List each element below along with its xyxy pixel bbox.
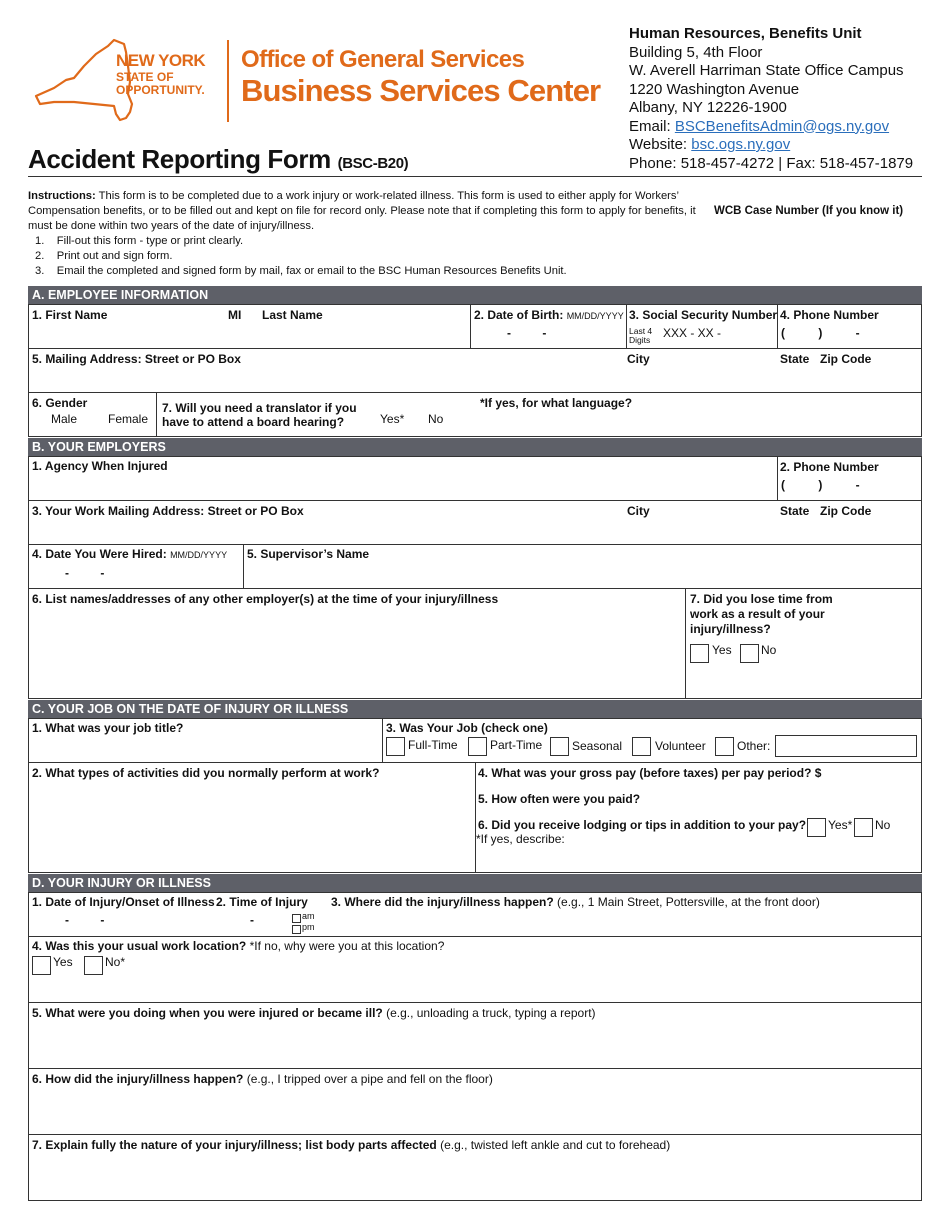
doing-label bbox=[32, 1006, 596, 1020]
explain-label bbox=[32, 1138, 670, 1152]
contact-campus: W. Averell Harriman State Office Campus bbox=[629, 62, 904, 79]
hired-separators: - - bbox=[65, 566, 105, 580]
job-type-label: 3. Was Your Job (check one) bbox=[386, 721, 548, 735]
header-rule bbox=[28, 176, 922, 177]
date-hired-label bbox=[32, 547, 227, 561]
full-time-label: Full-Time bbox=[408, 738, 458, 752]
contact-unit: Human Resources, Benefits Unit bbox=[629, 25, 862, 42]
section-d-header: D. YOUR INJURY OR ILLNESS bbox=[28, 874, 922, 892]
pm-label: pm bbox=[302, 922, 315, 932]
lose-time-no-checkbox[interactable] bbox=[740, 644, 759, 663]
contact-phone: Phone: 518-457-4272 | Fax: 518-457-1879 bbox=[629, 154, 914, 172]
phone-mask-a: ( ) - bbox=[781, 326, 860, 340]
contact-street: 1220 Washington Avenue bbox=[629, 80, 800, 98]
work-address-label: 3. Your Work Mailing Address: Street or PO Box bbox=[32, 504, 304, 518]
translator-yes[interactable]: Yes* bbox=[380, 412, 405, 426]
translator-no[interactable]: No bbox=[428, 412, 444, 426]
office-name: Office of General Services bbox=[241, 46, 525, 73]
am-checkbox[interactable] bbox=[292, 914, 301, 923]
form-code: (BSC-B20) bbox=[337, 155, 409, 172]
how-often-label: 5. How often were you paid? bbox=[478, 792, 641, 806]
where-label bbox=[331, 895, 820, 909]
where-label-text: 3. Where did the injury/illness happen? bbox=[331, 895, 554, 909]
website-link[interactable]: bsc.ogs.ny.gov bbox=[691, 136, 791, 153]
how-label bbox=[32, 1072, 493, 1086]
contact-city: Albany, NY 12226-1900 bbox=[629, 99, 787, 116]
usual-no-label: No* bbox=[105, 955, 126, 969]
form-title-text: Accident Reporting Form bbox=[28, 144, 331, 174]
part-time-checkbox[interactable] bbox=[468, 737, 487, 756]
lodging-label: 6. Did you receive lodging or tips in addition to your pay? bbox=[478, 818, 807, 832]
ssn-label: 3. Social Security Number bbox=[629, 308, 778, 322]
contact-block bbox=[629, 25, 913, 173]
email-link[interactable]: BSCBenefitsAdmin@ogs.ny.gov bbox=[674, 117, 890, 135]
step-2-text: Print out and sign form. bbox=[56, 250, 173, 262]
supervisor-label: 5. Supervisor’s Name bbox=[247, 547, 370, 561]
phone-label-b: 2. Phone Number bbox=[780, 460, 879, 474]
step-3: 3. Email the completed and signed form by mail, fax or email to the BSC Human Resources Benefits Unit. bbox=[35, 265, 567, 277]
doing-example: (e.g., unloading a truck, typing a report) bbox=[382, 1006, 596, 1020]
activities-label: 2. What types of activities did you normally perform at work? bbox=[32, 766, 380, 780]
how-example: (e.g., I tripped over a pipe and fell on the floor) bbox=[243, 1072, 493, 1086]
time-injury-label: 2. Time of Injury bbox=[216, 895, 308, 909]
instructions-text bbox=[28, 189, 696, 234]
agency-label: 1. Agency When Injured bbox=[32, 459, 168, 473]
zip-label-b: Zip Code bbox=[820, 504, 872, 518]
section-c-header: C. YOUR JOB ON THE DATE OF INJURY OR ILLNESS bbox=[28, 700, 922, 718]
lodging-yes-checkbox[interactable] bbox=[807, 818, 826, 837]
form-title bbox=[28, 144, 408, 175]
translator-q-line1: 7. Will you need a translator if you bbox=[162, 401, 357, 415]
how-label-text: 6. How did the injury/illness happen? bbox=[32, 1072, 244, 1086]
seasonal-checkbox[interactable] bbox=[550, 737, 569, 756]
dob-separators: - - bbox=[507, 326, 547, 340]
city-label-b: City bbox=[627, 504, 650, 518]
step-1: 1. Fill-out this form - type or print clearly. bbox=[35, 235, 244, 247]
state-label-a: State bbox=[780, 352, 810, 366]
usual-location-note: *If no, why were you at this location? bbox=[246, 939, 445, 953]
date-injury-label: 1. Date of Injury/Onset of Illness bbox=[32, 895, 215, 909]
phone-label-a: 4. Phone Number bbox=[780, 308, 879, 322]
mi-label: MI bbox=[228, 308, 242, 322]
am-label: am bbox=[302, 911, 315, 921]
language-label: *If yes, for what language? bbox=[480, 396, 633, 410]
logo-divider bbox=[227, 40, 229, 122]
state-label-b: State bbox=[780, 504, 810, 518]
translator-q-line2: have to attend a board hearing? bbox=[162, 415, 345, 429]
logo-line2: STATE OF bbox=[116, 70, 174, 84]
email-label: Email: bbox=[629, 117, 675, 135]
city-label-a: City bbox=[627, 352, 650, 366]
part-time-label: Part-Time bbox=[490, 738, 543, 752]
lose-time-yes-label: Yes bbox=[712, 643, 732, 657]
other-label: Other: bbox=[737, 739, 771, 753]
first-name-label: 1. First Name bbox=[32, 308, 108, 322]
full-time-checkbox[interactable] bbox=[386, 737, 405, 756]
mailing-address-label: 5. Mailing Address: Street or PO Box bbox=[32, 352, 241, 366]
last-name-label: Last Name bbox=[262, 308, 323, 322]
dob-format: MM/DD/YYYY bbox=[566, 311, 624, 321]
date-hired-format: MM/DD/YYYY bbox=[170, 550, 228, 560]
lodging-no-label: No bbox=[875, 818, 891, 832]
lodging-no-checkbox[interactable] bbox=[854, 818, 873, 837]
logo-line1: NEW YORK bbox=[116, 51, 206, 70]
pm-checkbox[interactable] bbox=[292, 925, 301, 934]
lodging-yes-label: Yes* bbox=[828, 818, 853, 832]
seasonal-label: Seasonal bbox=[572, 739, 623, 753]
zip-label-a: Zip Code bbox=[820, 352, 872, 366]
section-a-header: A. EMPLOYEE INFORMATION bbox=[28, 286, 922, 304]
where-example: (e.g., 1 Main Street, Pottersville, at the front door) bbox=[553, 895, 820, 909]
usual-location-label bbox=[32, 939, 444, 953]
time-separator: - bbox=[250, 913, 254, 927]
job-title-label: 1. What was your job title? bbox=[32, 721, 184, 735]
lose-time-yes-checkbox[interactable] bbox=[690, 644, 709, 663]
center-name: Business Services Center bbox=[241, 73, 601, 108]
contact-website-row bbox=[629, 136, 913, 155]
explain-label-text: 7. Explain fully the nature of your injury/illness; list body parts affected bbox=[32, 1138, 437, 1152]
male-option[interactable]: Male bbox=[51, 412, 78, 426]
date-injury-separators: - - bbox=[65, 913, 105, 927]
usual-yes-label: Yes bbox=[53, 955, 73, 969]
instructions-steps bbox=[35, 234, 567, 279]
ssn-digits: Digits bbox=[629, 335, 651, 345]
wcb-case-label: WCB Case Number (If you know it) bbox=[714, 205, 904, 217]
step-2: 2. Print out and sign form. bbox=[35, 250, 173, 262]
lose-time-line1: 7. Did you lose time from bbox=[690, 592, 833, 606]
step-3-text: Email the completed and signed form by mail, fax or email to the BSC Human Resources Benefits Unit. bbox=[56, 265, 567, 277]
usual-location-text: 4. Was this your usual work location? bbox=[32, 939, 247, 953]
volunteer-checkbox[interactable] bbox=[632, 737, 651, 756]
lose-time-line2: work as a result of your bbox=[690, 607, 825, 621]
dob-label bbox=[474, 308, 624, 322]
contact-building: Building 5, 4th Floor bbox=[629, 43, 763, 61]
instructions-body: This form is to be completed due to a work injury or work-related illness. This form is used to either apply for Workers’ Compensation benefits, or to be filled out and kept on file for record only. Please note that if completing this form to apply for benefits, it must be done within two years of the date of injury/illness. bbox=[28, 190, 696, 232]
website-label: Website: bbox=[629, 136, 692, 153]
female-option[interactable]: Female bbox=[108, 412, 149, 426]
instructions-label: Instructions: bbox=[28, 190, 96, 202]
lodging-describe-label: *If yes, describe: bbox=[476, 832, 565, 846]
section-b-header: B. YOUR EMPLOYERS bbox=[28, 438, 922, 456]
logo-line3: OPPORTUNITY. bbox=[116, 83, 205, 97]
other-employers-label: 6. List names/addresses of any other employer(s) at the time of your injury/illness bbox=[32, 592, 499, 606]
other-text-field[interactable] bbox=[775, 735, 917, 757]
usual-yes-checkbox[interactable] bbox=[32, 956, 51, 975]
ssn-last4: Last 4 bbox=[629, 326, 653, 336]
lose-time-line3: injury/illness? bbox=[690, 622, 771, 636]
usual-no-checkbox[interactable] bbox=[84, 956, 103, 975]
contact-email-row bbox=[629, 118, 913, 137]
phone-mask-b: ( ) - bbox=[781, 478, 860, 492]
ssn-mask: XXX - XX - bbox=[663, 326, 722, 340]
volunteer-label: Volunteer bbox=[655, 739, 706, 753]
gender-label: 6. Gender bbox=[32, 396, 88, 410]
explain-example: (e.g., twisted left ankle and cut to forehead) bbox=[436, 1138, 671, 1152]
doing-label-text: 5. What were you doing when you were injured or became ill? bbox=[32, 1006, 383, 1020]
lose-time-no-label: No bbox=[761, 643, 777, 657]
dob-label-text: 2. Date of Birth: bbox=[474, 308, 564, 322]
gross-pay-label: 4. What was your gross pay (before taxes) per pay period? $ bbox=[478, 766, 822, 780]
step-1-text: Fill-out this form - type or print clearly. bbox=[56, 235, 244, 247]
other-checkbox[interactable] bbox=[715, 737, 734, 756]
date-hired-text: 4. Date You Were Hired: bbox=[32, 547, 167, 561]
